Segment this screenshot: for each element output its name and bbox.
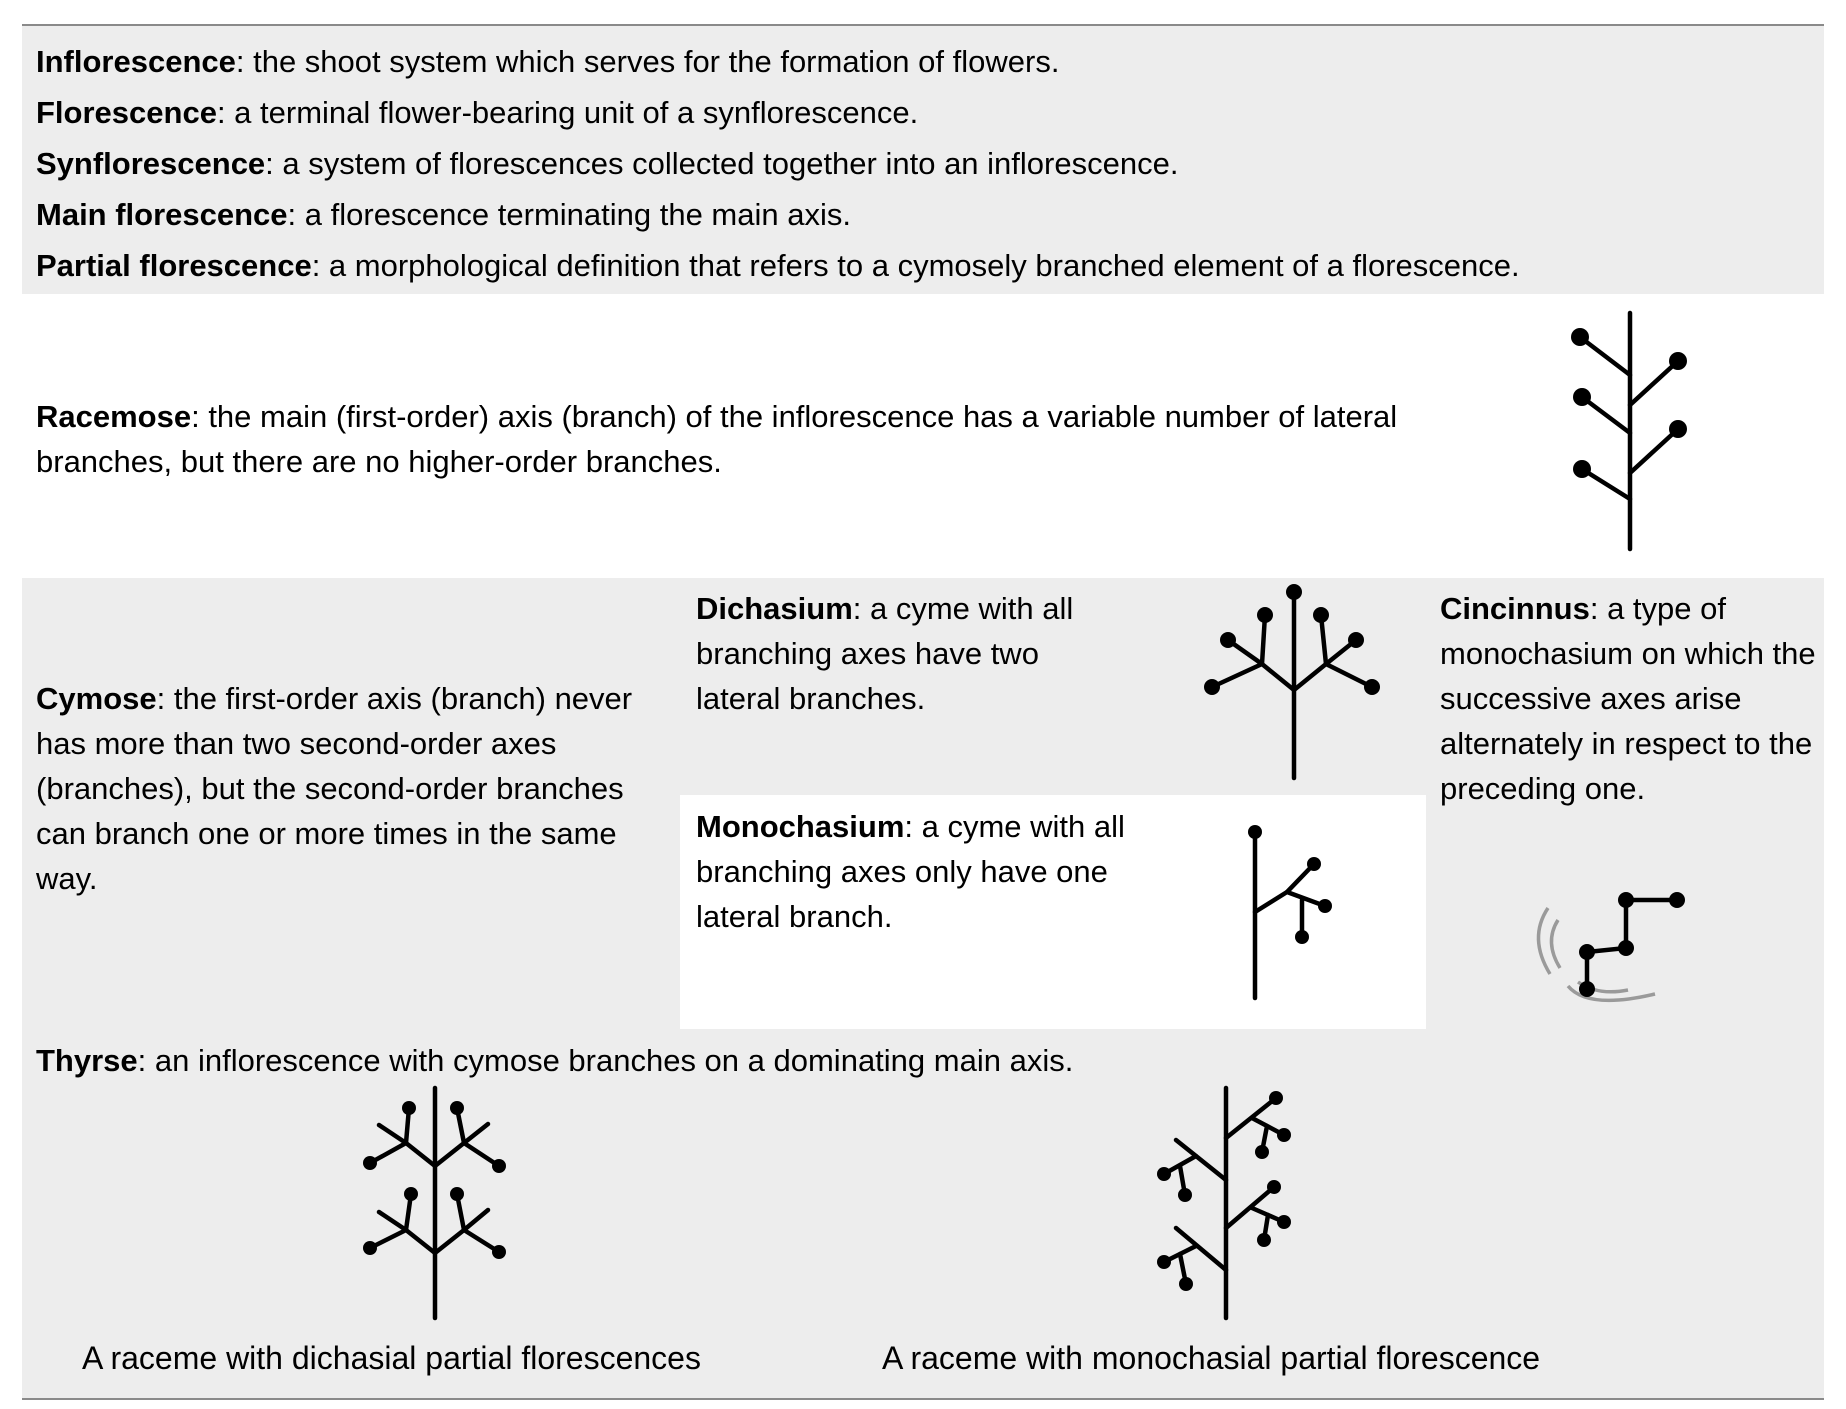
thyrse-dichasial-diagram [355, 1080, 515, 1325]
racemose-panel [22, 294, 1824, 578]
monochasium-definition: Monochasium: a cyme with all branching axes only have one lateral branch. [696, 809, 1125, 934]
dichasium-definition: Dichasium: a cyme with all branching axes have two lateral branches. [696, 591, 1074, 716]
bottom-rule [22, 1398, 1824, 1400]
definition-florescence: Florescence: a terminal flower-bearing unit of a synflorescence. [36, 95, 919, 130]
racemose-definition: Racemose: the main (first-order) axis (branch) of the inflorescence has a variable number of lateral branches, but there are no higher-order branches. [36, 399, 1398, 479]
thyrse-definition: Thyrse: an inflorescence with cymose branches on a dominating main axis. [36, 1043, 1074, 1078]
caption-monochasial: A raceme with monochasial partial florescence [882, 1340, 1541, 1376]
definition-partial-florescence: Partial florescence: a morphological definition that refers to a cymosely branched element of a florescence. [36, 248, 1520, 283]
definition-main-florescence: Main florescence: a florescence terminating the main axis. [36, 197, 851, 232]
thyrse-monochasial-diagram [1150, 1080, 1310, 1325]
caption-dichasial: A raceme with dichasial partial florescences [82, 1340, 701, 1376]
definition-synflorescence: Synflorescence: a system of florescences collected together into an inflorescence. [36, 146, 1179, 181]
definitions-panel [22, 26, 1824, 294]
cincinnus-definition: Cincinnus: a type of monochasium on which the successive axes arise alternately in respect to the preceding one. [1440, 591, 1816, 806]
dichasium-diagram [1200, 580, 1390, 780]
cincinnus-diagram [1510, 880, 1690, 1020]
definition-inflorescence: Inflorescence: the shoot system which serves for the formation of flowers. [36, 44, 1060, 79]
monochasium-diagram [1240, 820, 1350, 1010]
raceme-diagram [1560, 305, 1690, 555]
cymose-definition: Cymose: the first-order axis (branch) never has more than two second-order axes (branches), but the second-order branches can branch one or more times in the same way. [36, 681, 633, 896]
